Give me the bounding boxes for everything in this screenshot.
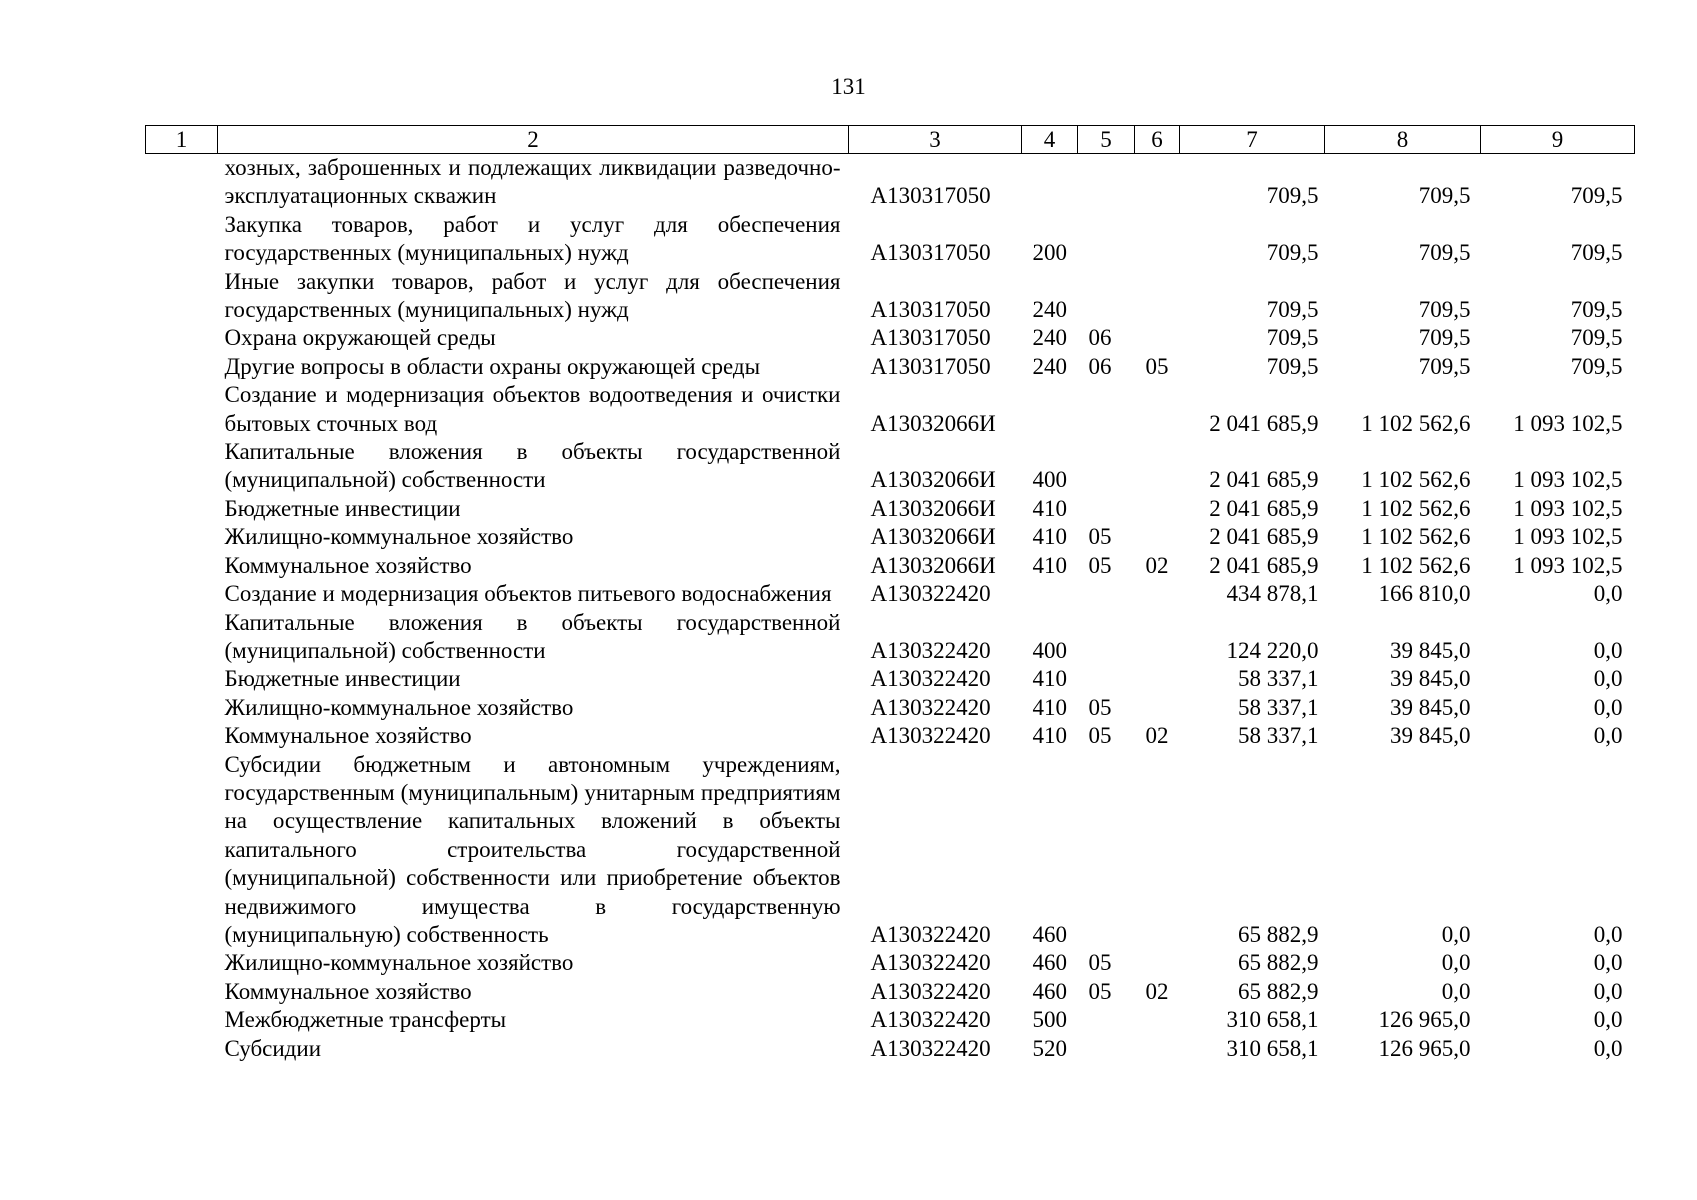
column-header-2: 2	[218, 126, 849, 154]
cell-code: А130317050	[870, 297, 991, 323]
cell-section: 05	[1088, 524, 1112, 550]
cell-value-7: 124 220,0	[1226, 637, 1319, 663]
cell-subsection: 02	[1145, 978, 1169, 1004]
cell-row-number	[146, 722, 218, 750]
cell-expense-type: 400	[1032, 467, 1067, 493]
cell-name: Коммунальное хозяйство	[224, 552, 472, 578]
table-row	[146, 1006, 1635, 1034]
cell-subsection: 02	[1145, 723, 1169, 749]
cell-code: А13032066И	[870, 467, 996, 493]
column-header-8: 8	[1325, 126, 1481, 154]
cell-code: А130322420	[870, 1007, 991, 1033]
cell-section: 05	[1088, 694, 1112, 720]
cell-value-7: 58 337,1	[1238, 694, 1319, 720]
cell-expense-type	[1022, 154, 1078, 211]
cell-name: Иные закупки товаров, работ и услуг для обеспечения государственных (муниципальных) нужд	[224, 268, 841, 323]
cell-subsection	[1135, 1035, 1180, 1063]
cell-code: А130317050	[870, 325, 991, 351]
cell-subsection	[1135, 949, 1180, 977]
cell-value-8: 166 810,0	[1378, 581, 1471, 607]
cell-name: Капитальные вложения в объекты государственной (муниципальной) собственности	[224, 609, 841, 663]
table-row	[146, 609, 1635, 666]
table-row	[146, 353, 1635, 381]
cell-value-9: 0,0	[1593, 1035, 1623, 1061]
cell-value-9: 0,0	[1593, 666, 1623, 692]
table-row	[146, 1035, 1635, 1063]
cell-row-number	[146, 694, 218, 722]
cell-value-9: 709,5	[1570, 353, 1623, 379]
cell-name: Охрана окружающей среды	[224, 325, 496, 351]
cell-value-8: 709,5	[1418, 325, 1471, 351]
cell-row-number	[146, 1035, 218, 1063]
cell-expense-type: 240	[1032, 297, 1067, 323]
cell-expense-type: 240	[1032, 353, 1067, 379]
cell-value-7: 2 041 685,9	[1209, 524, 1319, 550]
cell-section	[1078, 580, 1135, 608]
column-header-7: 7	[1180, 126, 1325, 154]
table-row	[146, 751, 1635, 950]
cell-value-7: 709,5	[1266, 325, 1319, 351]
cell-code: А13032066И	[870, 552, 996, 578]
cell-value-9: 0,0	[1593, 1007, 1623, 1033]
cell-value-7: 2 041 685,9	[1209, 467, 1319, 493]
cell-row-number	[146, 609, 218, 666]
cell-subsection	[1135, 694, 1180, 722]
cell-section: 05	[1088, 552, 1112, 578]
cell-value-7: 310 658,1	[1226, 1007, 1319, 1033]
table-row	[146, 978, 1635, 1006]
cell-name: Коммунальное хозяйство	[224, 978, 472, 1004]
cell-row-number	[146, 495, 218, 523]
page-number: 131	[831, 74, 866, 99]
cell-row-number	[146, 438, 218, 495]
cell-value-9: 0,0	[1593, 950, 1623, 976]
cell-row-number	[146, 268, 218, 325]
cell-row-number	[146, 1006, 218, 1034]
cell-value-9: 0,0	[1593, 921, 1623, 947]
cell-row-number	[146, 353, 218, 381]
cell-value-9: 0,0	[1593, 637, 1623, 663]
table-row	[146, 438, 1635, 495]
cell-section	[1078, 268, 1135, 325]
cell-value-8: 1 102 562,6	[1361, 552, 1471, 578]
cell-expense-type: 460	[1032, 921, 1067, 947]
table-row	[146, 268, 1635, 325]
table-row	[146, 580, 1635, 608]
cell-subsection	[1135, 609, 1180, 666]
table-row	[146, 694, 1635, 722]
cell-code: А130322420	[870, 694, 991, 720]
cell-subsection	[1135, 495, 1180, 523]
cell-code: А130322420	[870, 978, 991, 1004]
cell-section	[1078, 438, 1135, 495]
cell-name: Создание и модернизация объектов питьевого водоснабжения	[224, 581, 832, 607]
cell-expense-type: 410	[1032, 524, 1067, 550]
cell-value-8: 1 102 562,6	[1361, 495, 1471, 521]
cell-name: Закупка товаров, работ и услуг для обеспечения государственных (муниципальных) нужд	[224, 211, 841, 266]
cell-value-8: 0,0	[1441, 950, 1471, 976]
table-row	[146, 154, 1635, 211]
cell-value-7: 310 658,1	[1226, 1035, 1319, 1061]
table-row	[146, 211, 1635, 268]
cell-name: Бюджетные инвестиции	[224, 666, 461, 692]
table-row	[146, 324, 1635, 352]
cell-value-8: 1 102 562,6	[1361, 524, 1471, 550]
cell-expense-type: 410	[1032, 552, 1067, 578]
cell-value-7: 58 337,1	[1238, 723, 1319, 749]
cell-code: А130317050	[870, 240, 991, 266]
cell-code: А130322420	[870, 581, 991, 607]
cell-subsection	[1135, 1006, 1180, 1034]
cell-subsection	[1135, 438, 1180, 495]
cell-code: А130317050	[870, 353, 991, 379]
cell-value-8: 39 845,0	[1390, 637, 1471, 663]
cell-row-number	[146, 978, 218, 1006]
cell-name: Жилищно-коммунальное хозяйство	[224, 950, 574, 976]
cell-name: Субсидии бюджетным и автономным учреждениям, государственным (муниципальным) унитарным предприятиям на осуществление капитальных вложений в объекты капитального строительства государственной (муниципальной) собственности или приобретение объектов недвижимого имущества в государственную (муниципальную) собственность	[224, 751, 841, 947]
cell-value-9: 709,5	[1570, 183, 1623, 209]
cell-subsection	[1135, 154, 1180, 211]
cell-row-number	[146, 523, 218, 551]
cell-value-9: 0,0	[1593, 581, 1623, 607]
table-header	[146, 126, 1635, 154]
column-header-6: 6	[1135, 126, 1180, 154]
table-row	[146, 722, 1635, 750]
table-row	[146, 495, 1635, 523]
cell-subsection	[1135, 523, 1180, 551]
cell-code: А13032066И	[870, 495, 996, 521]
cell-name: Субсидии	[224, 1035, 322, 1061]
table-row	[146, 381, 1635, 438]
cell-value-7: 2 041 685,9	[1209, 495, 1319, 521]
cell-value-8: 709,5	[1418, 240, 1471, 266]
cell-expense-type: 200	[1032, 240, 1067, 266]
cell-value-9: 1 093 102,5	[1513, 495, 1623, 521]
cell-value-7: 709,5	[1266, 183, 1319, 209]
column-header-5: 5	[1078, 126, 1135, 154]
cell-value-7: 434 878,1	[1226, 581, 1319, 607]
cell-expense-type	[1022, 381, 1078, 438]
cell-subsection	[1135, 211, 1180, 268]
cell-section	[1078, 381, 1135, 438]
cell-value-7: 65 882,9	[1238, 950, 1319, 976]
cell-value-9: 1 093 102,5	[1513, 552, 1623, 578]
cell-row-number	[146, 381, 218, 438]
cell-section: 05	[1088, 950, 1112, 976]
cell-expense-type: 500	[1032, 1007, 1067, 1033]
cell-value-9: 0,0	[1593, 694, 1623, 720]
header-row	[146, 126, 1635, 154]
cell-section	[1078, 211, 1135, 268]
cell-value-7: 2 041 685,9	[1209, 552, 1319, 578]
cell-section	[1078, 609, 1135, 666]
cell-name: Жилищно-коммунальное хозяйство	[224, 524, 574, 550]
cell-code: А130322420	[870, 950, 991, 976]
cell-row-number	[146, 665, 218, 693]
cell-code: А130322420	[870, 1035, 991, 1061]
cell-expense-type: 410	[1032, 666, 1067, 692]
cell-section: 06	[1088, 353, 1112, 379]
cell-subsection	[1135, 665, 1180, 693]
cell-row-number	[146, 211, 218, 268]
table-row	[146, 552, 1635, 580]
cell-value-8: 709,5	[1418, 353, 1471, 379]
table-row	[146, 665, 1635, 693]
cell-value-7: 65 882,9	[1238, 978, 1319, 1004]
cell-value-8: 39 845,0	[1390, 666, 1471, 692]
cell-expense-type: 400	[1032, 637, 1067, 663]
cell-code: А130322420	[870, 666, 991, 692]
cell-section: 05	[1088, 723, 1112, 749]
budget-table	[145, 125, 1635, 1063]
cell-value-8: 126 965,0	[1378, 1035, 1471, 1061]
cell-value-8: 709,5	[1418, 297, 1471, 323]
cell-value-9: 709,5	[1570, 325, 1623, 351]
cell-value-8: 39 845,0	[1390, 723, 1471, 749]
table-row	[146, 949, 1635, 977]
cell-subsection: 05	[1145, 353, 1169, 379]
cell-value-8: 1 102 562,6	[1361, 410, 1471, 436]
cell-value-7: 58 337,1	[1238, 666, 1319, 692]
cell-expense-type: 410	[1032, 723, 1067, 749]
cell-name: Капитальные вложения в объекты государственной (муниципальной) собственности	[224, 439, 841, 493]
column-header-1: 1	[146, 126, 218, 154]
cell-code: А130322420	[870, 723, 991, 749]
cell-expense-type: 410	[1032, 495, 1067, 521]
cell-section	[1078, 154, 1135, 211]
cell-value-7: 65 882,9	[1238, 921, 1319, 947]
cell-value-7: 709,5	[1266, 297, 1319, 323]
cell-value-8: 0,0	[1441, 978, 1471, 1004]
cell-name: Другие вопросы в области охраны окружающей среды	[224, 353, 761, 379]
cell-expense-type	[1022, 580, 1078, 608]
cell-row-number	[146, 949, 218, 977]
cell-subsection	[1135, 580, 1180, 608]
cell-value-7: 709,5	[1266, 240, 1319, 266]
column-header-3: 3	[849, 126, 1022, 154]
cell-expense-type: 240	[1032, 325, 1067, 351]
cell-value-7: 2 041 685,9	[1209, 410, 1319, 436]
column-header-9: 9	[1481, 126, 1635, 154]
cell-subsection	[1135, 268, 1180, 325]
cell-value-8: 709,5	[1418, 183, 1471, 209]
cell-value-9: 1 093 102,5	[1513, 410, 1623, 436]
cell-subsection	[1135, 751, 1180, 950]
cell-expense-type: 460	[1032, 950, 1067, 976]
cell-code: А130322420	[870, 921, 991, 947]
table-body	[146, 154, 1635, 1064]
cell-section: 05	[1088, 978, 1112, 1004]
table-row	[146, 523, 1635, 551]
cell-expense-type: 410	[1032, 694, 1067, 720]
cell-name: Коммунальное хозяйство	[224, 723, 472, 749]
cell-value-8: 39 845,0	[1390, 694, 1471, 720]
cell-value-9: 1 093 102,5	[1513, 524, 1623, 550]
cell-value-9: 709,5	[1570, 297, 1623, 323]
column-header-4: 4	[1022, 126, 1078, 154]
cell-section	[1078, 1035, 1135, 1063]
cell-code: А130322420	[870, 637, 991, 663]
cell-row-number	[146, 324, 218, 352]
cell-expense-type: 520	[1032, 1035, 1067, 1061]
cell-subsection: 02	[1145, 552, 1169, 578]
cell-row-number	[146, 751, 218, 950]
cell-section	[1078, 495, 1135, 523]
cell-code: А13032066И	[870, 524, 996, 550]
cell-name: Бюджетные инвестиции	[224, 495, 461, 521]
cell-name: хозных, заброшенных и подлежащих ликвидации разведочно-эксплуатационных скважин	[224, 155, 841, 209]
cell-expense-type: 460	[1032, 978, 1067, 1004]
cell-value-8: 126 965,0	[1378, 1007, 1471, 1033]
cell-section	[1078, 1006, 1135, 1034]
cell-row-number	[146, 580, 218, 608]
cell-value-9: 0,0	[1593, 978, 1623, 1004]
cell-name: Создание и модернизация объектов водоотведения и очистки бытовых сточных вод	[224, 382, 841, 436]
cell-code: А13032066И	[870, 410, 996, 436]
cell-row-number	[146, 552, 218, 580]
cell-value-9: 709,5	[1570, 240, 1623, 266]
cell-section	[1078, 751, 1135, 950]
cell-subsection	[1135, 381, 1180, 438]
cell-name: Межбюджетные трансферты	[224, 1007, 507, 1033]
cell-value-7: 709,5	[1266, 353, 1319, 379]
cell-section	[1078, 665, 1135, 693]
cell-code: А130317050	[870, 183, 991, 209]
cell-name: Жилищно-коммунальное хозяйство	[224, 694, 574, 720]
cell-subsection	[1135, 324, 1180, 352]
cell-section: 06	[1088, 325, 1112, 351]
cell-row-number	[146, 154, 218, 211]
cell-value-9: 0,0	[1593, 723, 1623, 749]
cell-value-9: 1 093 102,5	[1513, 467, 1623, 493]
cell-value-8: 0,0	[1441, 921, 1471, 947]
cell-value-8: 1 102 562,6	[1361, 467, 1471, 493]
